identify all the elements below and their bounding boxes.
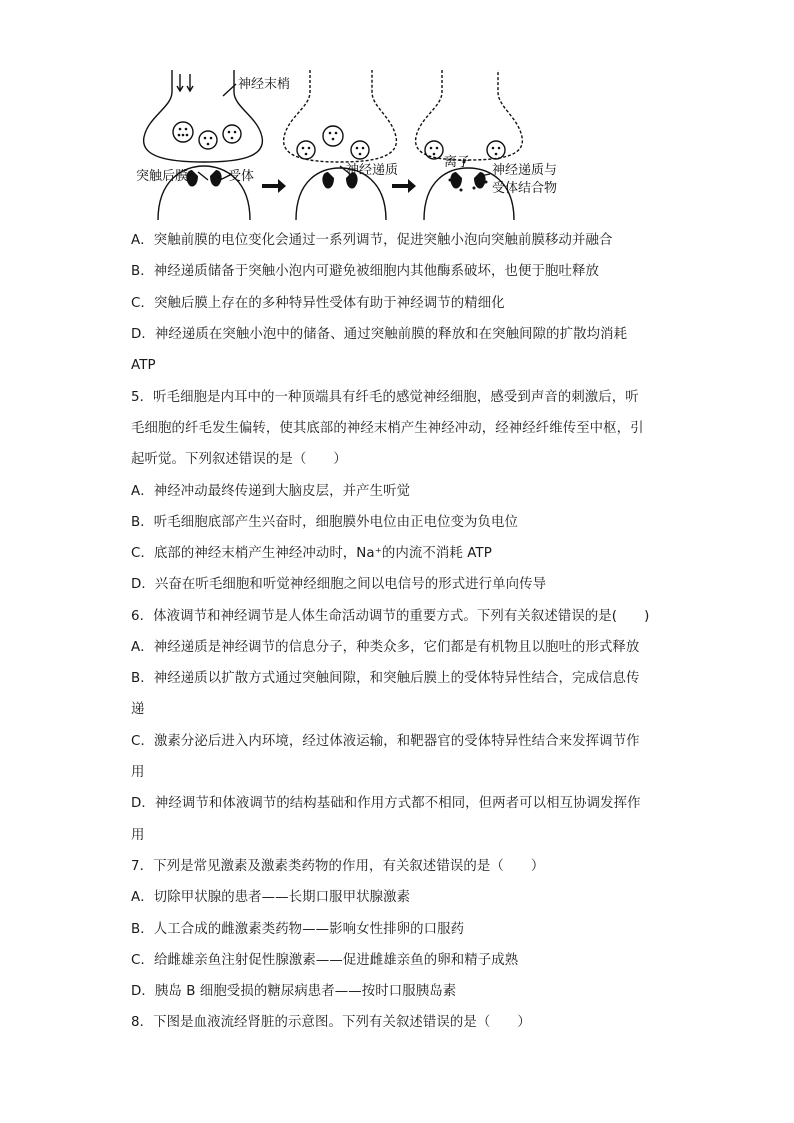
text-line: 8．下图是血液流经肾脏的示意图。下列有关叙述错误的是（ ） <box>131 1015 531 1030</box>
synapse-figure <box>128 62 598 220</box>
text-line: 用 <box>131 828 145 843</box>
text-line: A．突触前膜的电位变化会通过一系列调节，促进突触小泡向突触前膜移动并融合 <box>131 233 613 248</box>
text-line: D．胰岛 B 细胞受损的糖尿病患者——按时口服胰岛素 <box>131 984 457 999</box>
label-receptor: 受体 <box>228 169 255 184</box>
text-line: A．切除甲状腺的患者——长期口服甲状腺激素 <box>131 890 411 905</box>
text-line: B．听毛细胞底部产生兴奋时，细胞膜外电位由正电位变为负电位 <box>131 515 519 530</box>
text-line: B．神经递质以扩散方式通过突触间隙，和突触后膜上的受体特异性结合，完成信息传 <box>131 671 640 686</box>
label-complex-line2: 受体结合物 <box>492 181 558 196</box>
text-line: 用 <box>131 765 145 780</box>
text-line: C．给雌雄亲鱼注射促性腺激素——促进雌雄亲鱼的卵和精子成熟 <box>131 953 519 968</box>
text-line: 5．听毛细胞是内耳中的一种顶端具有纤毛的感觉神经细胞，感受到声音的刺激后，听 <box>131 390 639 405</box>
text-line: C．底部的神经末梢产生神经冲动时，Na⁺的内流不消耗 ATP <box>131 546 492 561</box>
text-line: D．神经调节和体液调节的结构基础和作用方式都不相同，但两者可以相互协调发挥作 <box>131 796 641 811</box>
text-line: A．神经递质是神经调节的信息分子，种类众多，它们都是有机物且以胞吐的形式释放 <box>131 640 640 655</box>
text-line: D．兴奋在听毛细胞和听觉神经细胞之间以电信号的形式进行单向传导 <box>131 577 547 592</box>
text-line: 递 <box>131 702 145 717</box>
label-postsynaptic-membrane: 突触后膜 <box>136 169 189 184</box>
text-line: ATP <box>131 358 156 373</box>
text-line: 6．体液调节和神经调节是人体生命活动调节的重要方式。下列有关叙述错误的是( ) <box>131 609 650 624</box>
text-line: B．人工合成的雌激素类药物——影响女性排卵的口服药 <box>131 922 465 937</box>
label-ion: 离子 <box>444 155 471 170</box>
label-complex-line1: 神经递质与 <box>492 163 558 178</box>
text-line: 7．下列是常见激素及激素类药物的作用，有关叙述错误的是（ ） <box>131 859 545 874</box>
label-nerve-terminal: 神经末梢 <box>238 77 291 92</box>
text-line: D．神经递质在突触小泡中的储备、通过突触前膜的释放和在突触间隙的扩散均消耗 <box>131 327 628 342</box>
text-line: C．激素分泌后进入内环境，经过体液运输，和靶器官的受体特异性结合来发挥调节作 <box>131 734 640 749</box>
text-line: 起听觉。下列叙述错误的是（ ） <box>131 452 347 467</box>
text-line: 毛细胞的纤毛发生偏转，使其底部的神经末梢产生神经冲动，经神经纤维传至中枢，引 <box>131 421 644 436</box>
text-line: A．神经冲动最终传递到大脑皮层，并产生听觉 <box>131 484 411 499</box>
text-line: C．突触后膜上存在的多种特异性受体有助于神经调节的精细化 <box>131 296 505 311</box>
label-neurotransmitter: 神经递质 <box>346 163 399 178</box>
text-line: B．神经递质储备于突触小泡内可避免被细胞内其他酶系破坏，也便于胞吐释放 <box>131 264 599 279</box>
